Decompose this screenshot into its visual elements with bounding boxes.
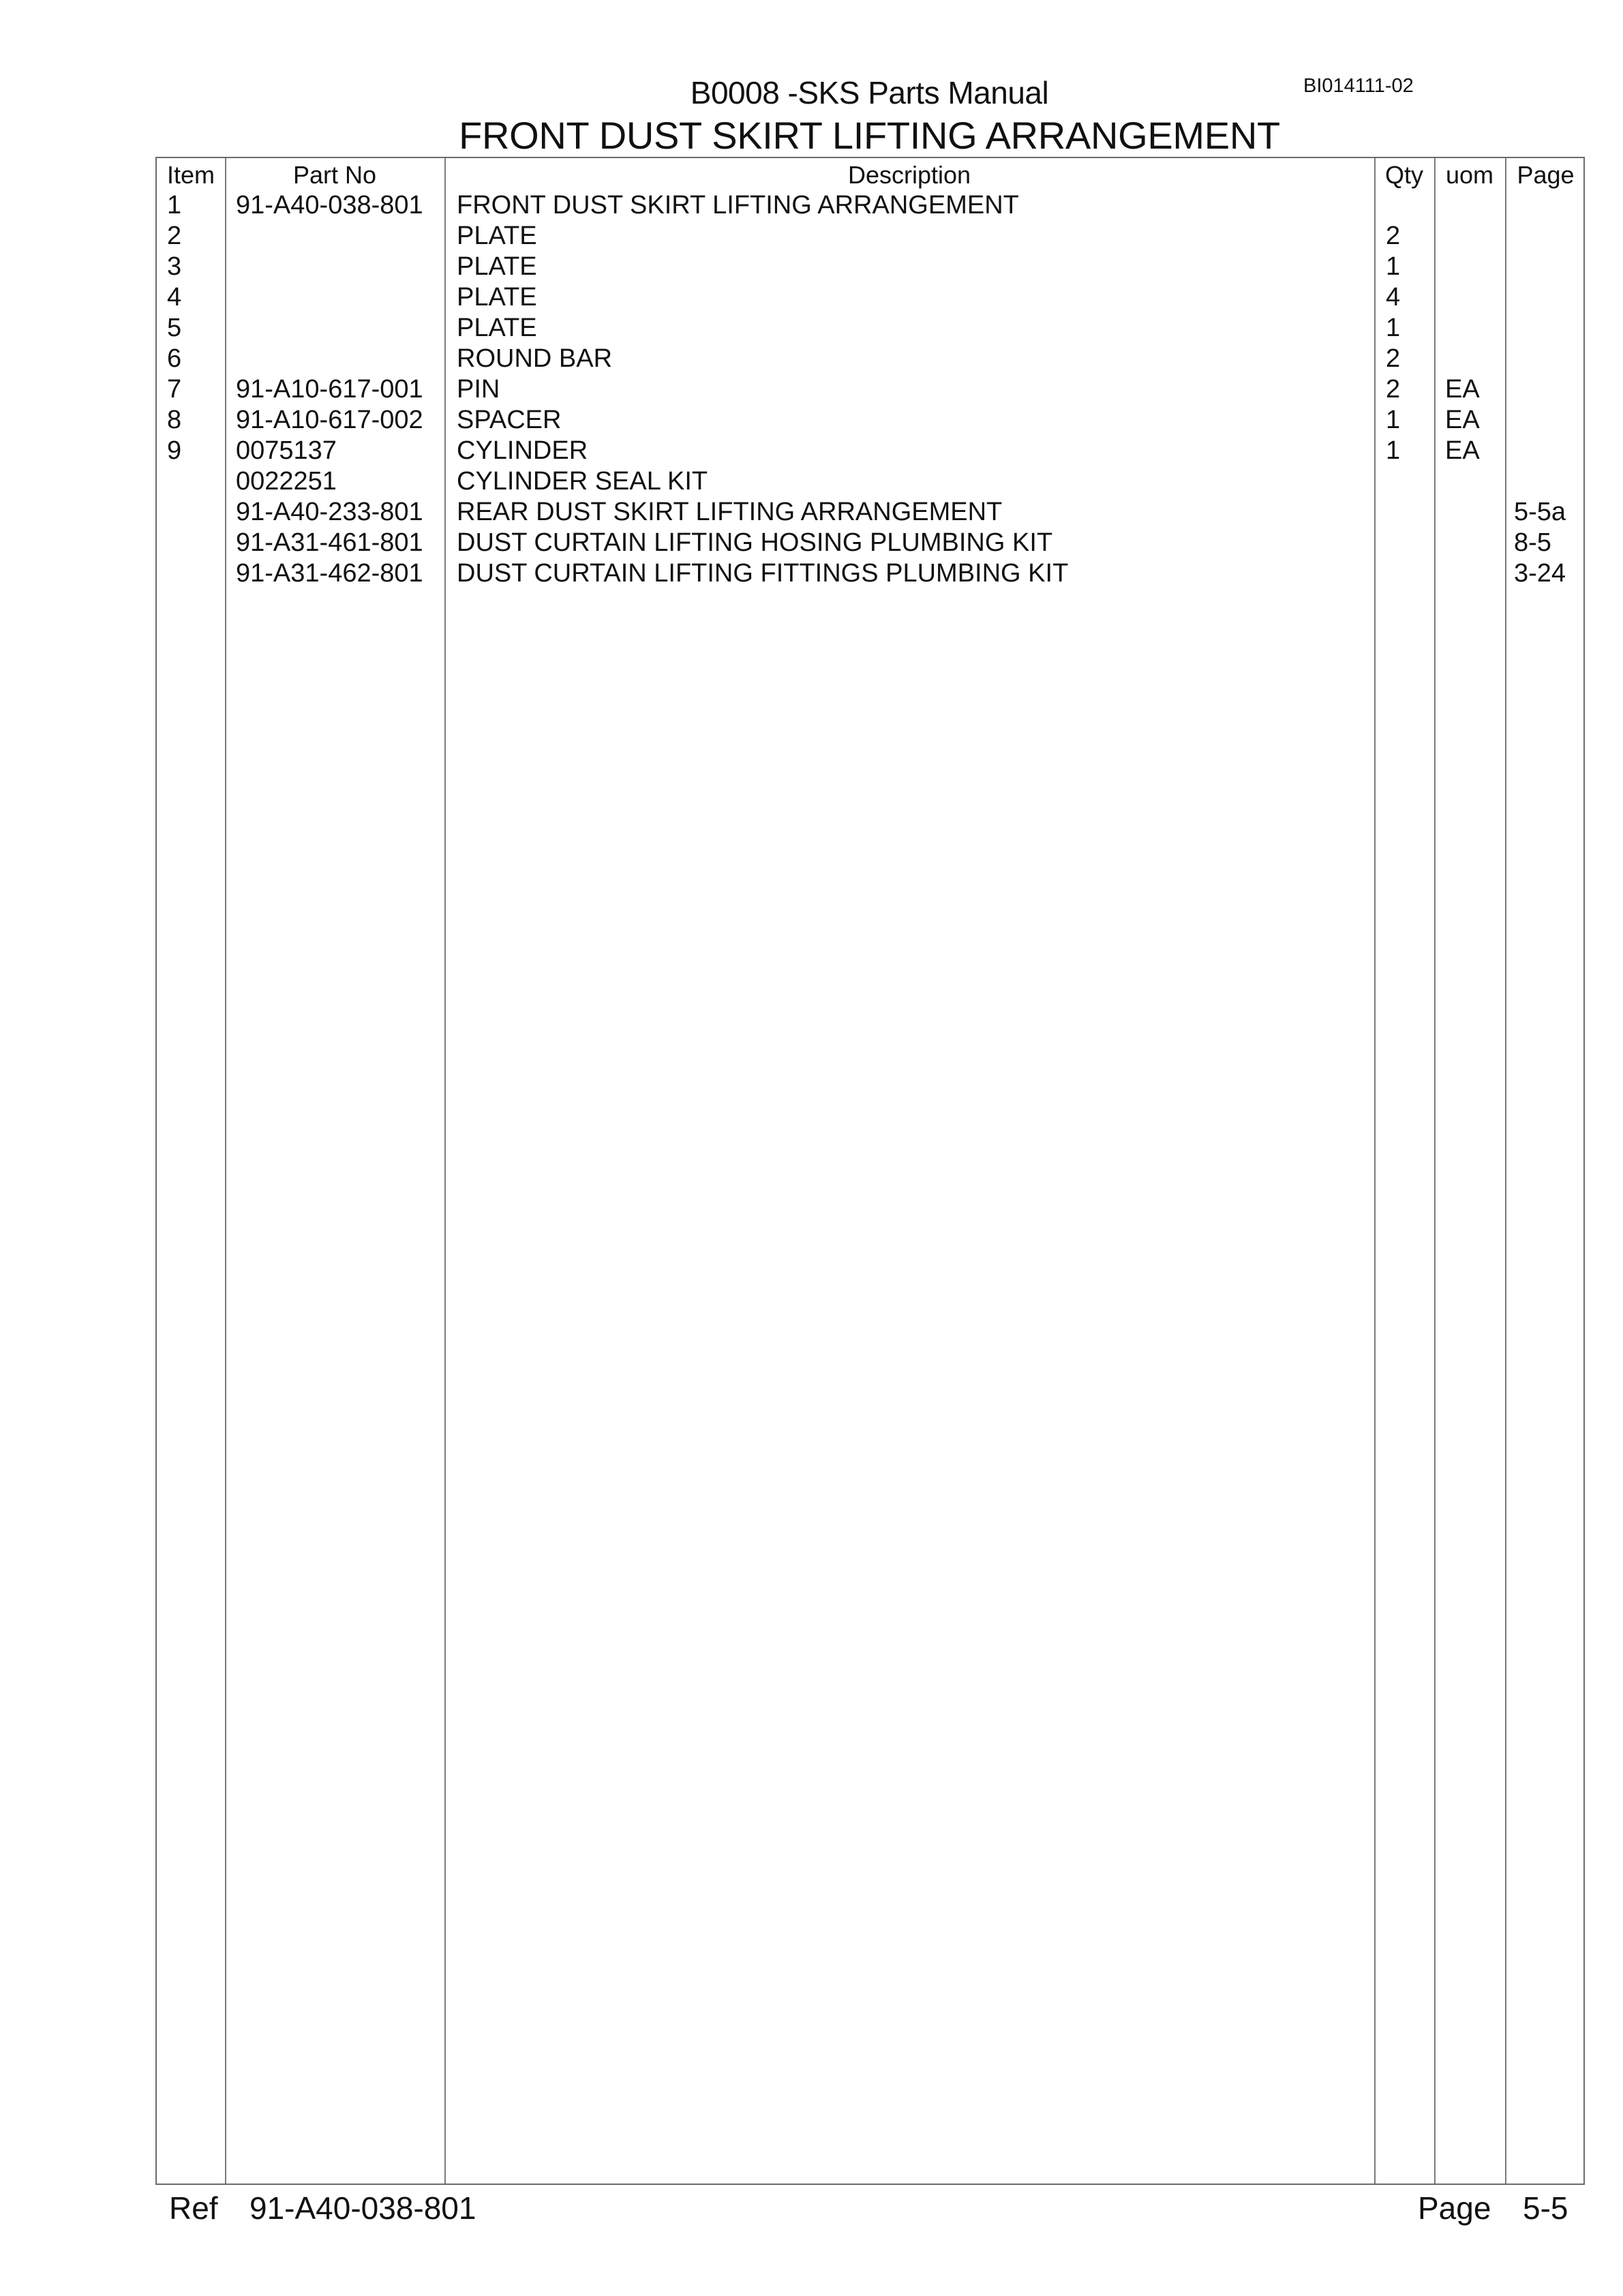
table-row	[157, 436, 1583, 466]
table-row	[157, 466, 1583, 497]
description-cell: PLATE	[457, 252, 537, 281]
item-number-cell: 5	[167, 314, 182, 342]
uom-cell: EA	[1445, 436, 1480, 465]
table-row	[157, 221, 1583, 252]
table-row	[157, 282, 1583, 313]
column-header-description: Description	[847, 161, 971, 189]
table-row	[157, 497, 1583, 528]
document-code: BI014111-02	[1303, 75, 1414, 97]
part-number-cell: 91-A10-617-002	[236, 406, 423, 434]
quantity-cell: 2	[1386, 344, 1401, 373]
page-reference-cell: 3-24	[1514, 559, 1566, 588]
quantity-cell: 1	[1386, 314, 1401, 342]
description-cell: PLATE	[457, 283, 537, 312]
column-header-part-no: Part No	[292, 161, 377, 189]
description-cell: PIN	[457, 375, 500, 404]
footer-ref-number: 91-A40-038-801	[249, 2190, 476, 2226]
table-row	[157, 313, 1583, 344]
item-number-cell: 6	[167, 344, 182, 373]
table-row	[157, 190, 1583, 221]
quantity-cell: 2	[1386, 222, 1401, 250]
part-number-cell: 91-A31-462-801	[236, 559, 423, 588]
description-cell: ROUND BAR	[457, 344, 613, 373]
part-number-cell: 91-A40-038-801	[236, 191, 423, 220]
uom-cell: EA	[1445, 406, 1480, 434]
part-number-cell: 91-A31-461-801	[236, 528, 423, 557]
description-cell: CYLINDER SEAL KIT	[457, 467, 708, 496]
item-number-cell: 2	[167, 222, 182, 250]
table-row	[157, 558, 1583, 589]
quantity-cell: 4	[1386, 283, 1401, 312]
parts-table	[155, 157, 1585, 2185]
column-header-qty: Qty	[1384, 161, 1423, 189]
footer-page-number: 5-5	[1523, 2190, 1568, 2226]
quantity-cell: 1	[1386, 252, 1401, 281]
table-row	[157, 374, 1583, 405]
page-footer	[0, 2185, 1623, 2233]
description-cell: REAR DUST SKIRT LIFTING ARRANGEMENT	[457, 498, 1003, 526]
column-header-uom: uom	[1445, 161, 1494, 189]
column-header-page: Page	[1517, 161, 1575, 189]
description-cell: PLATE	[457, 314, 537, 342]
page-reference-cell: 5-5a	[1514, 498, 1566, 526]
item-number-cell: 9	[167, 436, 182, 465]
footer-page-label: Page	[1418, 2190, 1491, 2226]
quantity-cell: 1	[1386, 436, 1401, 465]
part-number-cell: 91-A10-617-001	[236, 375, 423, 404]
description-cell: PLATE	[457, 222, 537, 250]
description-cell: DUST CURTAIN LIFTING HOSING PLUMBING KIT	[457, 528, 1053, 557]
page-reference-cell: 8-5	[1514, 528, 1551, 557]
item-number-cell: 8	[167, 406, 182, 434]
item-number-cell: 1	[167, 191, 182, 220]
quantity-cell: 2	[1386, 375, 1401, 404]
item-number-cell: 3	[167, 252, 182, 281]
description-cell: DUST CURTAIN LIFTING FITTINGS PLUMBING KIT	[457, 559, 1069, 588]
table-row	[157, 405, 1583, 436]
footer-ref-label: Ref	[169, 2190, 218, 2226]
uom-cell: EA	[1445, 375, 1480, 404]
part-number-cell: 91-A40-233-801	[236, 498, 423, 526]
part-number-cell: 0022251	[236, 467, 337, 496]
manual-title: B0008 -SKS Parts Manual	[690, 75, 1049, 110]
quantity-cell: 1	[1386, 406, 1401, 434]
part-number-cell: 0075137	[236, 436, 337, 465]
description-cell: FRONT DUST SKIRT LIFTING ARRANGEMENT	[457, 191, 1019, 220]
description-cell: SPACER	[457, 406, 562, 434]
column-header-item: Item	[166, 161, 215, 189]
table-row	[157, 252, 1583, 282]
description-cell: CYLINDER	[457, 436, 588, 465]
table-row	[157, 344, 1583, 374]
item-number-cell: 7	[167, 375, 182, 404]
item-number-cell: 4	[167, 283, 182, 312]
table-row	[157, 528, 1583, 558]
table-body	[157, 190, 1583, 589]
section-title: FRONT DUST SKIRT LIFTING ARRANGEMENT	[459, 114, 1280, 157]
